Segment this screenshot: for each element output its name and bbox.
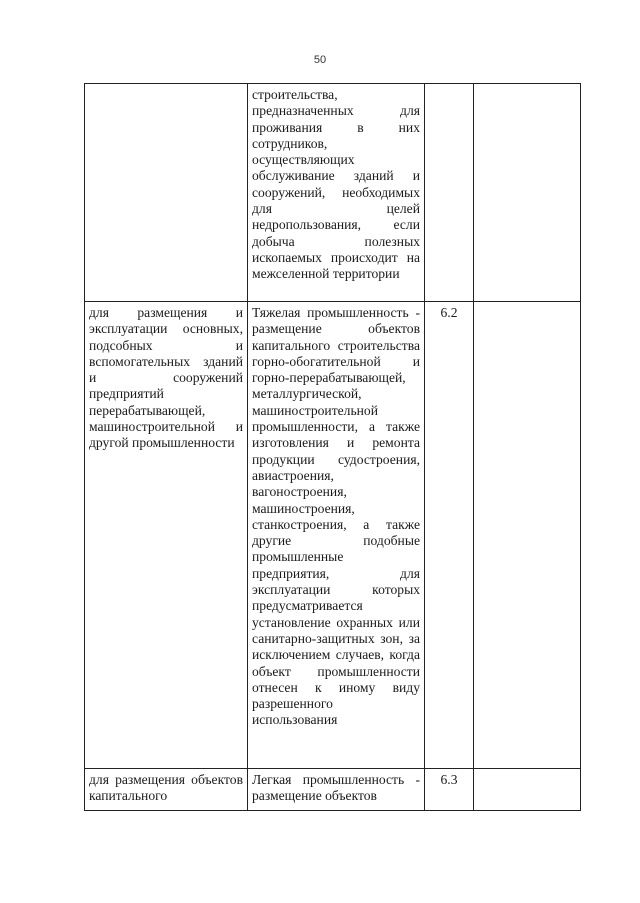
table-row bbox=[85, 769, 581, 811]
code-cell: 6.3 bbox=[425, 769, 474, 811]
code-cell bbox=[425, 84, 474, 302]
description-cell: Тяжелая промышленность - размещение объектов капитального строительства горно-обогатительной и горно-перерабатывающей, металлургической, машиностроительной промышленности, а также изготовления и ремонта продукции судостроения, авиастроения, вагоностроения, машиностроения, станкостроения, а также другие подобные промышленные предприятия, для эксплуатации которых предусматривается установление охранных или санитарно-защитных зон, за исключением случаев, когда объект промышленности отнесен к иному виду разрешенного использования bbox=[248, 302, 425, 769]
purpose-cell: для размещения и эксплуатации основных, подсобных и вспомогательных зданий и сооружений предприятий перерабатывающей, машиностроительной и другой промышленности bbox=[85, 302, 248, 769]
note-cell bbox=[474, 769, 581, 811]
description-cell: строительства, предназначенных для проживания в них сотрудников, осуществляющих обслуживание зданий и сооружений, необходимых для целей недропользования, если добыча полезных ископаемых происходит на межселенной территории bbox=[248, 84, 425, 302]
description-cell: Легкая промышленность - размещение объектов bbox=[248, 769, 425, 811]
table-row bbox=[85, 84, 581, 302]
note-cell bbox=[474, 84, 581, 302]
purpose-cell: для размещения объектов капитального bbox=[85, 769, 248, 811]
page-number: 50 bbox=[313, 54, 327, 66]
table-row bbox=[85, 302, 581, 769]
code-cell: 6.2 bbox=[425, 302, 474, 769]
purpose-cell bbox=[85, 84, 248, 302]
land-use-table bbox=[84, 83, 581, 811]
note-cell bbox=[474, 302, 581, 769]
